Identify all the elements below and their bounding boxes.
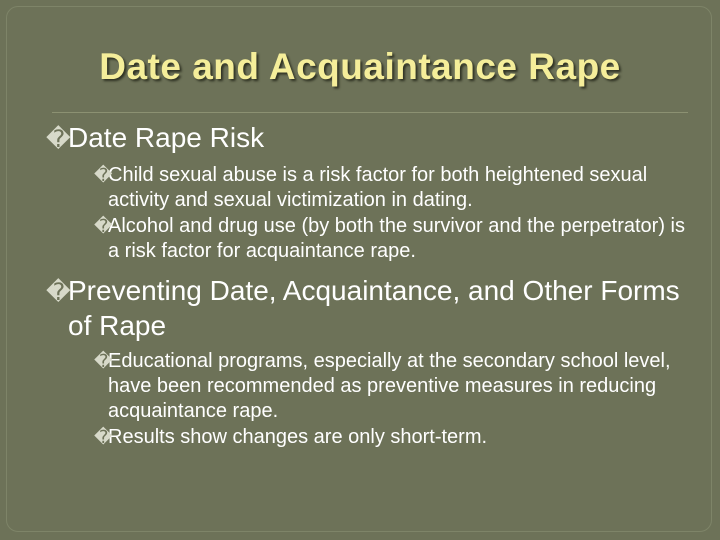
title-divider <box>52 112 688 113</box>
list-item <box>94 214 686 264</box>
bullet-icon: � <box>46 279 71 306</box>
slide-content <box>46 121 686 460</box>
section-heading-date-rape-risk <box>46 121 686 156</box>
bullet-icon: � <box>94 351 113 371</box>
slide-title: Date and Acquaintance Rape <box>99 46 621 87</box>
bullet-icon: � <box>46 126 71 153</box>
list-item-text: Educational programs, especially at the secondary school level, have been recommended as preventive measures in reducing acquaintance rape. <box>108 350 671 422</box>
section-items <box>46 163 686 264</box>
list-item-text: Child sexual abuse is a risk factor for both heightened sexual activity and sexual victimization in dating. <box>108 164 648 211</box>
list-item <box>94 349 686 424</box>
list-item <box>94 163 686 213</box>
bullet-icon: � <box>94 427 113 447</box>
section-heading-preventing <box>46 274 686 342</box>
section-heading-text: Preventing Date, Acquaintance, and Other Forms of Rape <box>68 275 680 341</box>
bullet-icon: � <box>94 216 113 236</box>
list-item-text: Results show changes are only short-term. <box>108 426 488 448</box>
section-heading-text: Date Rape Risk <box>68 122 265 153</box>
list-item-text: Alcohol and drug use (by both the survivor and the perpetrator) is a risk factor for acquaintance rape. <box>108 215 685 262</box>
section-items <box>46 349 686 450</box>
list-item <box>94 425 686 450</box>
bullet-icon: � <box>94 165 113 185</box>
